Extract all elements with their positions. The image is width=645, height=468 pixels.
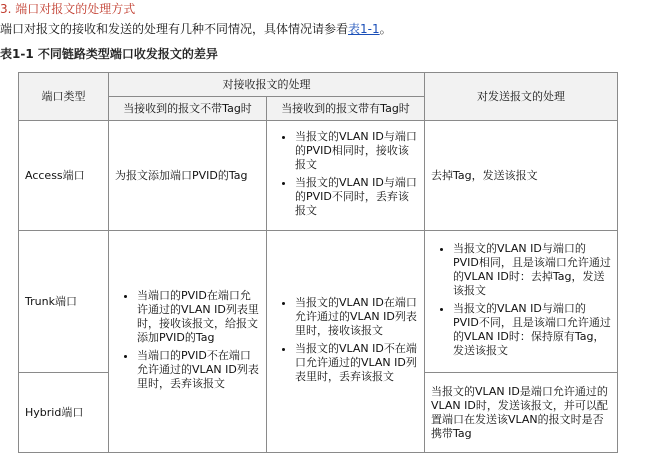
access-send-cell: 去掉Tag，发送该报文 — [425, 121, 618, 231]
table-caption: 表1-1 不同链路类型端口收发报文的差异 — [0, 47, 218, 61]
list-item: • 当报文的VLAN ID与端口的PVID相同，且是该端口允许通过的VLAN ID时：去掉Tag，发送该报文 — [453, 242, 611, 298]
access-untagged-cell: 为报文添加端口PVID的Tag — [109, 121, 267, 231]
list-item: • 当端口的PVID在端口允许通过的VLAN ID列表里时，接收该报文，给报文添加PVID的Tag — [137, 289, 260, 345]
hybrid-send-cell: 当报文的VLAN ID是端口允许通过的VLAN ID时，发送该报文，并可以配置端口在发送该VLAN的报文时是否携带Tag — [425, 373, 618, 453]
table-reference-link[interactable]: 表1-1 — [348, 22, 380, 36]
hybrid-port-type: Hybrid端口 — [19, 373, 109, 453]
trunk-hybrid-tagged-cell — [267, 231, 425, 453]
list-item: • 当报文的VLAN ID与端口的PVID不同，且是该端口允许通过的VLAN ID时：保持原有Tag，发送该报文 — [453, 302, 611, 358]
trunk-port-type: Trunk端口 — [19, 231, 109, 373]
header-receive-tagged: 当接收到的报文带有Tag时 — [267, 97, 425, 121]
access-port-type: Access端口 — [19, 121, 109, 231]
table-row-access — [19, 121, 618, 231]
intro-suffix: 。 — [379, 22, 392, 36]
list-item: • 当报文的VLAN ID与端口的PVID不同时，丢弃该报文 — [295, 176, 418, 218]
trunk-send-cell — [425, 231, 618, 373]
intro-paragraph — [0, 20, 392, 37]
header-send: 对发送报文的处理 — [425, 73, 618, 121]
list-item: • 当报文的VLAN ID不在端口允许通过的VLAN ID列表里时，丢弃该报文 — [295, 342, 418, 384]
access-tagged-cell — [267, 121, 425, 231]
list-item: • 当端口的PVID不在端口允许通过的VLAN ID列表里时，丢弃该报文 — [137, 349, 260, 391]
list-item: • 当报文的VLAN ID与端口的PVID相同时，接收该报文 — [295, 130, 418, 172]
port-handling-table — [18, 72, 618, 453]
trunk-hybrid-untagged-cell — [109, 231, 267, 453]
header-port-type: 端口类型 — [19, 73, 109, 121]
section-heading: 3. 端口对报文的处理方式 — [0, 2, 136, 16]
header-receive-untagged: 当接收到的报文不带Tag时 — [109, 97, 267, 121]
table-row-trunk — [19, 231, 618, 373]
list-item: • 当报文的VLAN ID在端口允许通过的VLAN ID列表里时，接收该报文 — [295, 296, 418, 338]
intro-text: 端口对报文的接收和发送的处理有几种不同情况，具体情况请参看 — [0, 22, 349, 36]
header-receive: 对接收报文的处理 — [109, 73, 425, 97]
